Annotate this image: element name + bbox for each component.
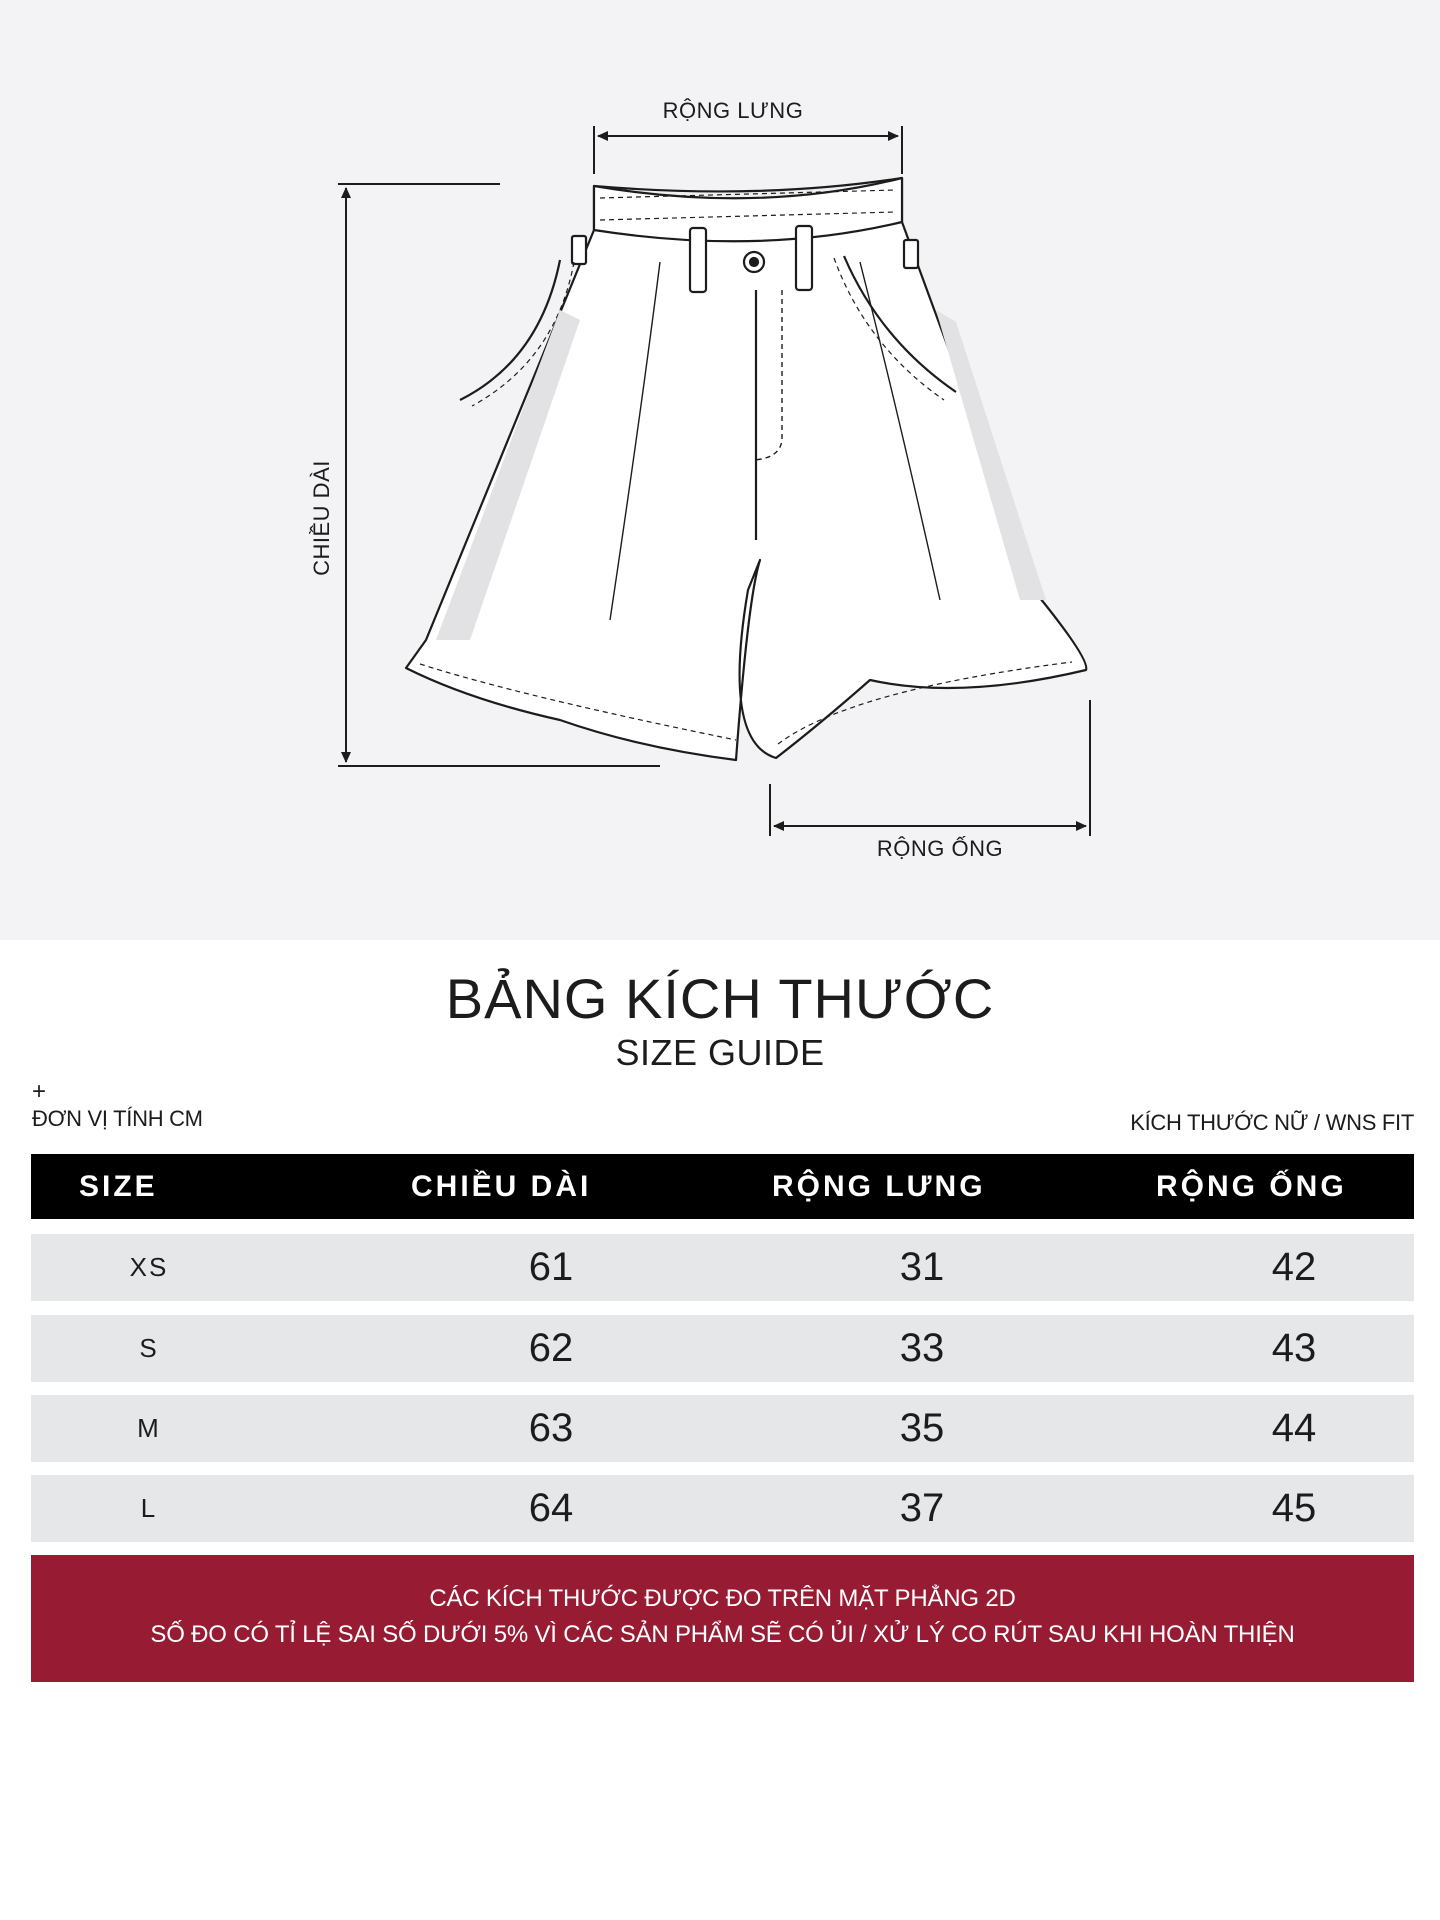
waist-cell: 31 xyxy=(899,1245,945,1289)
waist-dimension xyxy=(594,126,902,174)
plus-icon: + xyxy=(32,1078,47,1105)
waist-cell: 35 xyxy=(899,1406,945,1450)
leg-cell: 44 xyxy=(1271,1406,1317,1450)
note-line-2: SỐ ĐO CÓ TỈ LỆ SAI SỐ DƯỚI 5% VÌ CÁC SẢN PHẨM SẼ CÓ ỦI / XỬ LÝ CO RÚT SAU KHI HOÀN THIỆN xyxy=(150,1621,1295,1648)
table-header xyxy=(31,1154,1414,1219)
shorts-drawing xyxy=(0,0,1440,940)
length-dimension-label: CHIỀU DÀI xyxy=(309,460,334,576)
waist-cell: 37 xyxy=(899,1486,945,1530)
column-header-length: CHIỀU DÀI xyxy=(411,1170,592,1203)
leg-dimension-label: RỘNG ỐNG xyxy=(876,836,1004,861)
table-row xyxy=(31,1395,1414,1462)
length-cell: 62 xyxy=(528,1326,574,1370)
length-cell: 63 xyxy=(528,1406,574,1450)
page-subtitle: SIZE GUIDE xyxy=(615,1032,825,1073)
size-cell: S xyxy=(139,1333,159,1363)
column-header-size: SIZE xyxy=(79,1170,158,1203)
column-header-leg: RỘNG ỐNG xyxy=(1156,1170,1347,1203)
shorts-illustration xyxy=(0,0,1440,940)
column-header-waist: RỘNG LƯNG xyxy=(772,1170,986,1203)
waist-dimension-label: RỘNG LƯNG xyxy=(662,98,804,123)
size-cell: XS xyxy=(129,1252,169,1282)
size-cell: M xyxy=(137,1413,161,1443)
length-cell: 61 xyxy=(528,1245,574,1289)
leg-cell: 43 xyxy=(1271,1326,1317,1370)
table-row xyxy=(31,1234,1414,1301)
length-cell: 64 xyxy=(528,1486,574,1530)
page-title: BẢNG KÍCH THƯỚC xyxy=(445,967,995,1030)
table-row xyxy=(31,1315,1414,1382)
note-line-1: CÁC KÍCH THƯỚC ĐƯỢC ĐO TRÊN MẶT PHẲNG 2D xyxy=(429,1585,1016,1612)
unit-note: ĐƠN VỊ TÍNH CM xyxy=(32,1106,203,1131)
leg-cell: 45 xyxy=(1271,1486,1317,1530)
leg-cell: 42 xyxy=(1271,1245,1317,1289)
waist-cell: 33 xyxy=(899,1326,945,1370)
measurement-note xyxy=(31,1555,1414,1682)
fit-note: KÍCH THƯỚC NỮ / WNS FIT xyxy=(1130,1110,1414,1135)
table-row xyxy=(31,1475,1414,1542)
shorts-outline xyxy=(406,178,1086,760)
size-cell: L xyxy=(140,1493,158,1523)
